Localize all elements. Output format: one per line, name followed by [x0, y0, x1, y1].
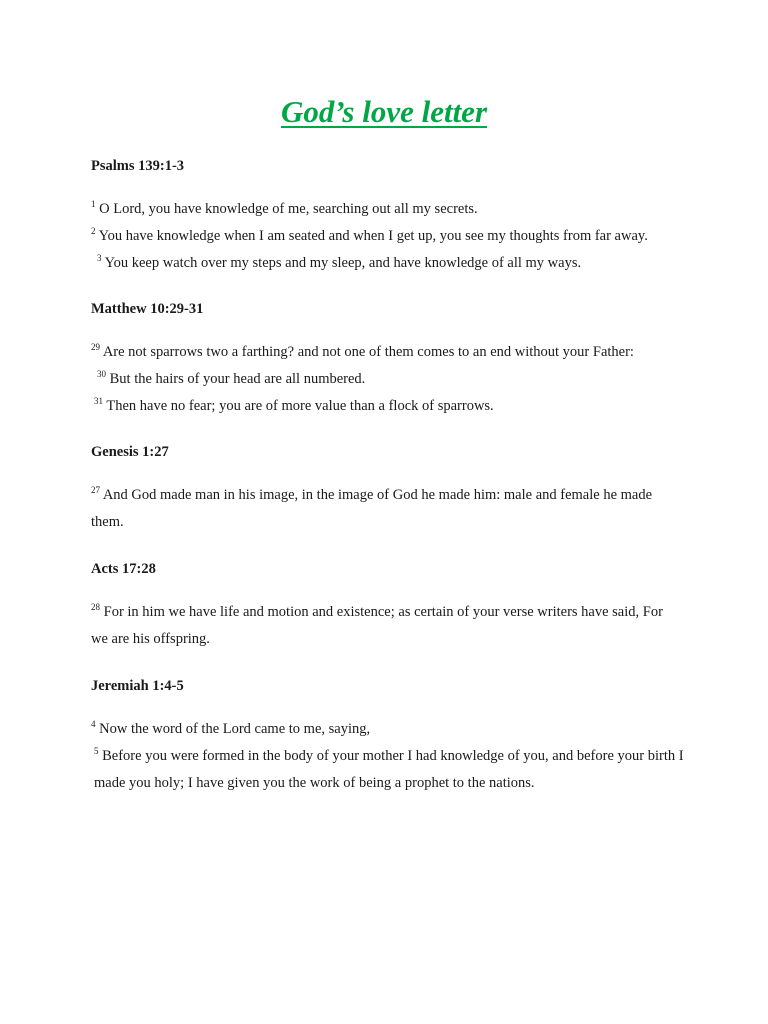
verse-number: 4: [91, 719, 96, 729]
verse-text: But the hairs of your head are all numbered.: [106, 371, 366, 387]
verse-text: O Lord, you have knowledge of me, searching out all my secrets.: [95, 201, 478, 217]
verse-number: 28: [91, 602, 100, 612]
verse: [91, 339, 691, 366]
section-reference: Jeremiah 1:4-5: [91, 678, 184, 694]
document-title: God’s love letter: [280, 94, 488, 129]
section-reference: Genesis 1:27: [91, 444, 169, 460]
verse-text: Before you were formed in the body of your mother I had knowledge of you, and before your birth I made you holy; I have given you the work of being a prophet to the nations.: [94, 748, 684, 791]
verse-text: Now the word of the Lord came to me, saying,: [95, 721, 371, 737]
verse-number: 27: [91, 485, 100, 495]
section-reference: Matthew 10:29-31: [91, 301, 204, 317]
verse-number: 2: [91, 226, 96, 236]
verse-number: 1: [91, 199, 96, 209]
verse: [91, 743, 686, 797]
verse-text: Are not sparrows two a farthing? and not one of them comes to an end without your Father:: [100, 344, 634, 360]
verse: [91, 599, 683, 653]
verse-number: 31: [94, 396, 103, 406]
verse-text: You keep watch over my steps and my sleep, and have knowledge of all my ways.: [101, 255, 582, 271]
verse: [91, 250, 691, 277]
section-jeremiah: [91, 677, 691, 797]
section-reference: Psalms 139:1-3: [91, 158, 185, 174]
section-matthew: [91, 300, 691, 420]
section-genesis: [91, 443, 691, 536]
verse-number: 5: [94, 746, 99, 756]
verse-text: For in him we have life and motion and existence; as certain of your verse writers have said, For we are his offspring.: [91, 604, 663, 647]
section-reference: Acts 17:28: [91, 561, 156, 577]
section-psalms: [91, 157, 691, 277]
verse: [91, 716, 691, 743]
verse-text: You have knowledge when I am seated and when I get up, you see my thoughts from far away.: [95, 228, 648, 244]
verse-text: And God made man in his image, in the image of God he made him: male and female he made them.: [91, 487, 653, 530]
verse: [91, 482, 683, 536]
verse-text: Then have no fear; you are of more value than a flock of sparrows.: [103, 398, 494, 414]
verse-number: 3: [97, 253, 102, 263]
verse-number: 30: [97, 369, 106, 379]
verse: [91, 196, 691, 223]
verse-number: 29: [91, 342, 100, 352]
verse: [91, 366, 691, 393]
verse: [91, 223, 691, 250]
verse: [91, 393, 691, 420]
section-acts: [91, 560, 691, 653]
